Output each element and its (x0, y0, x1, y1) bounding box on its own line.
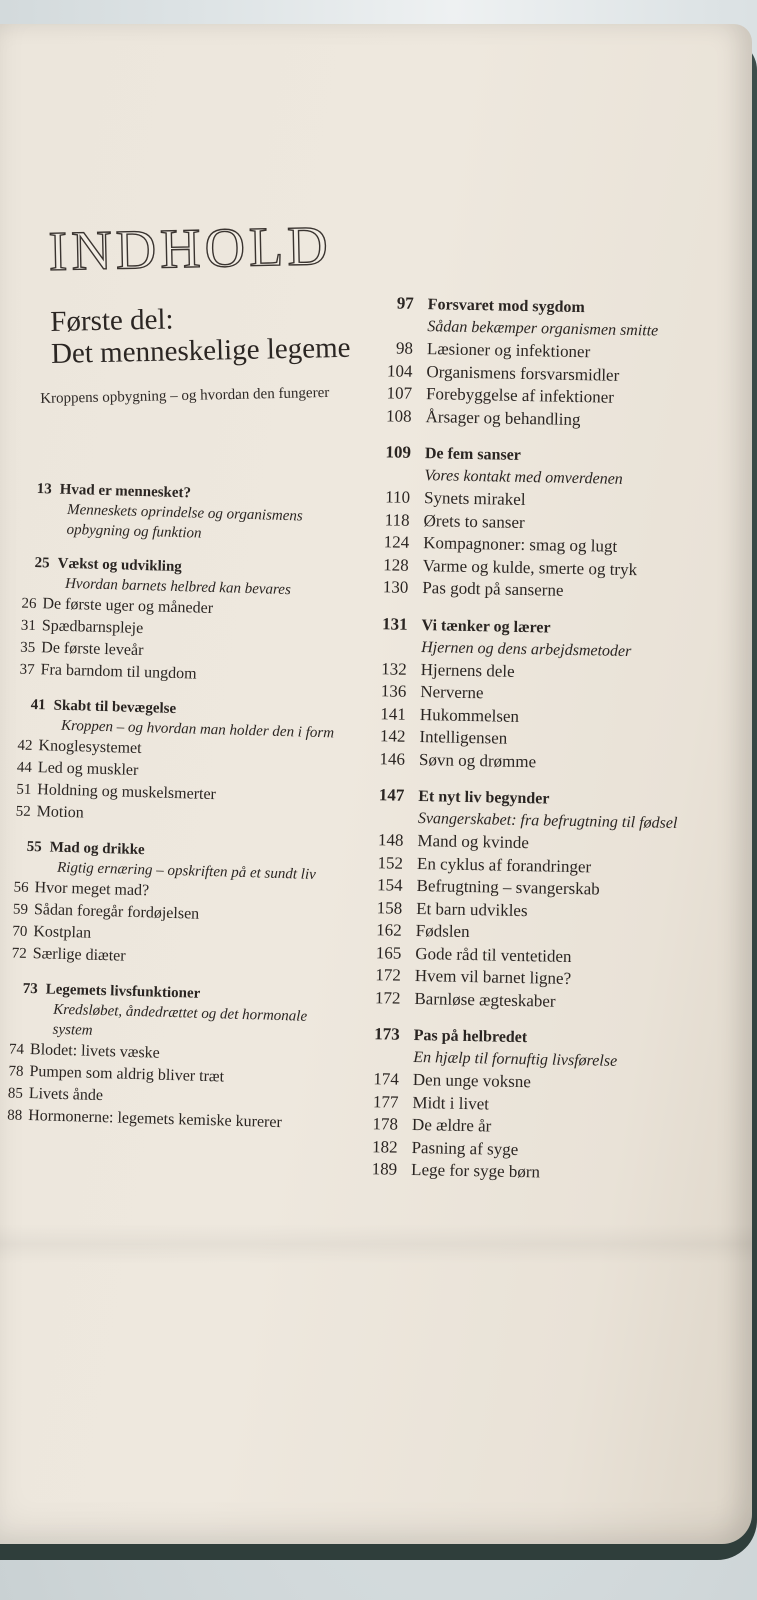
section-page-number: 173 (374, 1024, 400, 1044)
entry-title: Synets mirakel (423, 488, 526, 510)
entry-page-number: 165 (375, 942, 402, 963)
entry-page-number: 78 (8, 1063, 24, 1080)
entry-title: Intelligensen (419, 727, 508, 748)
entry-page-number: 72 (11, 945, 27, 962)
entry-page-number: 44 (16, 759, 33, 777)
toc-heading: INDHOLD (48, 215, 333, 283)
section-subtitle: Vores kontakt med omverdenen (424, 467, 623, 488)
entry-page-number: 52 (15, 803, 31, 820)
toc-section (0, 978, 346, 1136)
entry-title: Gode råd til ventetiden (415, 943, 572, 966)
entry-title: Hvor meget mad? (34, 879, 150, 900)
entry-page-number: 108 (385, 405, 412, 426)
entry-title: Blodet: livets væske (29, 1041, 161, 1062)
entry-title: Barnløse ægteskaber (414, 988, 556, 1011)
entry-page-number: 59 (12, 901, 29, 918)
section-subtitle: En hjælp til fornuftig livsførelse (413, 1048, 618, 1070)
entry-page-number: 26 (21, 595, 37, 613)
section-page-number: 13 (36, 481, 52, 498)
entry-page-number: 42 (17, 737, 33, 755)
entry-page-number: 70 (12, 923, 28, 940)
entry-title: Knoglesystemet (38, 737, 142, 758)
entry-page-number: 152 (377, 852, 404, 873)
section-page-number: 131 (381, 613, 408, 634)
section-page-number: 41 (30, 696, 46, 714)
entry-page-number: 172 (374, 987, 401, 1008)
entry-page-number: 128 (383, 554, 409, 575)
entry-title: Den unge voksne (412, 1069, 532, 1092)
entry-title: Særlige diæter (32, 945, 126, 965)
entry-page-number: 162 (376, 920, 402, 940)
section-subtitle: Svangerskabet: fra befrugtning til fødsel (417, 810, 678, 832)
toc-section (0, 694, 354, 832)
section-title: Forsvaret mod sygdom (427, 296, 585, 317)
section-page-number: 73 (22, 980, 38, 998)
section-title: Legemets livsfunktioner (45, 981, 201, 1002)
entry-title: Organismens forsvarsmidler (426, 361, 620, 385)
entry-page-number: 74 (8, 1041, 25, 1058)
entry-title: Mand og kvinde (417, 831, 530, 853)
entry-title: Kostplan (33, 923, 92, 942)
toc-column-left (0, 478, 360, 1150)
entry-page-number: 172 (375, 965, 402, 985)
toc-section (361, 612, 734, 777)
section-title: Vækst og udvikling (57, 555, 183, 576)
entry-title: Pas godt på sanserne (422, 578, 564, 600)
entry-page-number: 31 (20, 617, 37, 635)
section-page-number: 147 (378, 785, 405, 805)
entry-page-number: 148 (377, 830, 404, 850)
section-title: Skabt til bevægelse (53, 697, 177, 718)
entry-title: Motion (36, 803, 85, 822)
section-title: Pas på helbredet (413, 1026, 528, 1047)
entry-page-number: 51 (16, 781, 32, 798)
entry-title: De første uger og måneder (42, 595, 214, 617)
part-title-line2: Det menneskelige legeme (50, 331, 351, 370)
entry-page-number: 88 (6, 1107, 23, 1124)
entry-page-number: 177 (372, 1091, 399, 1112)
part-title (50, 300, 351, 370)
entry-title: Midt i livet (412, 1092, 490, 1113)
entry-title: Pasning af syge (411, 1137, 519, 1159)
toc-section (0, 552, 358, 690)
toc-section (353, 1023, 726, 1188)
entry-title: Varme og kulde, smerte og tryk (422, 555, 638, 579)
part-intro: Kroppens opbygning – og hvordan den fungerer (40, 384, 330, 407)
entry-page-number: 56 (13, 879, 29, 896)
entry-title: Livets ånde (28, 1085, 104, 1105)
section-subtitle: Rigtig ernæring – opskriften på et sundt liv (56, 859, 317, 883)
entry-page-number: 136 (380, 681, 407, 701)
entry-title: En cyklus af forandringer (416, 853, 592, 876)
section-subtitle: Kredsløbet, åndedrættet og det hormonale system (52, 1001, 308, 1039)
entry-title: Kompagnoner: smag og lugt (423, 533, 618, 556)
entry-page-number: 130 (382, 577, 409, 597)
toc-section (0, 836, 350, 974)
entry-page-number: 146 (379, 748, 406, 769)
entry-page-number: 98 (395, 338, 414, 358)
toc-section (367, 292, 740, 434)
section-page-number: 97 (396, 293, 414, 313)
toc-section (0, 478, 360, 548)
entry-title: Søvn og drømme (418, 749, 537, 771)
entry-title: Hukommelsen (419, 704, 520, 726)
entry-page-number: 141 (380, 703, 407, 724)
section-subtitle: Hjernen og dens arbejdsmetoder (421, 638, 632, 660)
entry-title: Led og muskler (37, 759, 139, 779)
entry-title: Et barn udvikles (416, 898, 528, 920)
entry-page-number: 85 (7, 1085, 24, 1102)
entry-page-number: 154 (376, 875, 403, 895)
toc-column-right (353, 292, 740, 1201)
entry-page-number: 118 (384, 509, 410, 530)
section-subtitle: Sådan bekæmper organismen smitte (427, 318, 659, 340)
entry-page-number: 189 (371, 1159, 398, 1179)
entry-page-number: 35 (20, 639, 36, 657)
entry-title: Ørets to sanser (423, 510, 525, 532)
entry-title: Befrugtning – svangerskab (416, 876, 600, 899)
entry-title: Hvem vil barnet ligne? (414, 965, 572, 988)
part-title-line1: Første del: (50, 303, 174, 338)
entry-title: Pumpen som aldrig bliver træt (29, 1063, 225, 1086)
section-title: Vi tænker og lærer (421, 616, 551, 637)
section-subtitle: Menneskets oprindelse og organismens opbygning og funktion (66, 501, 303, 542)
entry-title: Læsioner og infektioner (426, 339, 591, 362)
section-title: De fem sanser (424, 445, 522, 464)
entry-title: Forebyggelse af infektioner (425, 384, 615, 407)
entry-page-number: 110 (385, 487, 411, 507)
entry-title: Fra barndom til ungdom (40, 661, 197, 683)
entry-title: De første leveår (41, 639, 144, 660)
entry-title: De ældre år (411, 1114, 492, 1136)
section-subtitle: Hvordan barnets helbred kan bevares (64, 575, 292, 599)
entry-title: Spædbarnspleje (41, 617, 144, 638)
entry-title: Årsager og behandling (425, 406, 581, 429)
section-subtitle: Kroppen – og hvordan man holder den i form (60, 717, 335, 742)
section-page-number: 109 (385, 442, 412, 462)
entry-title: Holdning og muskelsmerter (37, 781, 217, 804)
entry-title: Sådan foregår fordøjelsen (33, 901, 200, 923)
entry-page-number: 124 (383, 532, 410, 552)
entry-page-number: 174 (373, 1069, 400, 1089)
section-page-number: 25 (34, 555, 50, 572)
entry-page-number: 107 (386, 383, 413, 403)
entry-page-number: 104 (386, 360, 413, 381)
entry-page-number: 158 (376, 897, 403, 918)
section-title: Et nyt liv begynder (418, 788, 550, 808)
book-page (0, 24, 752, 1544)
entry-title: Hjernens dele (420, 659, 515, 681)
entry-page-number: 142 (379, 726, 406, 746)
section-page-number: 55 (26, 838, 42, 856)
entry-title: Lege for syge børn (410, 1159, 541, 1182)
toc-section (364, 441, 737, 606)
toc-content (0, 24, 752, 1544)
entry-title: Hormonerne: legemets kemiske kurerer (27, 1107, 283, 1132)
entry-page-number: 182 (371, 1136, 398, 1157)
entry-title: Fødslen (415, 920, 470, 942)
section-title: Hvad er mennesket? (59, 481, 192, 502)
section-title: Mad og drikke (49, 839, 145, 859)
entry-page-number: 178 (372, 1114, 399, 1134)
toc-section (356, 784, 730, 1016)
entry-title: Nerverne (420, 682, 484, 703)
entry-page-number: 37 (19, 661, 35, 679)
entry-page-number: 132 (381, 658, 407, 679)
